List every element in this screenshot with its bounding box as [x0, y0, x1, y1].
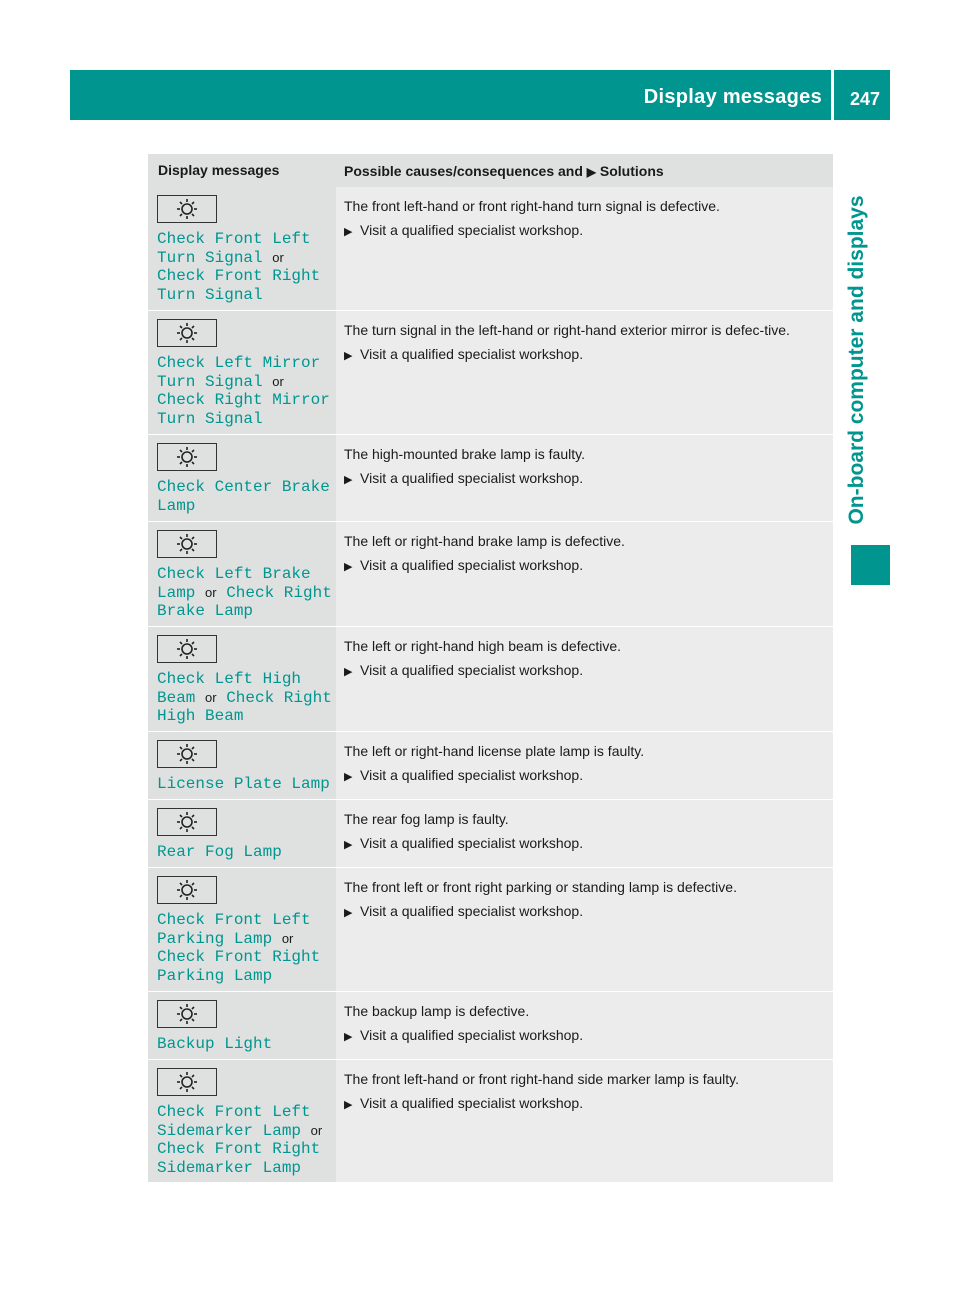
or-separator: or: [272, 373, 284, 389]
solution-step: [344, 1094, 825, 1114]
message-line: Backup Light: [157, 1035, 273, 1053]
header-divider: [831, 70, 834, 120]
or-separator: or: [281, 930, 294, 946]
side-tab-marker: [851, 545, 890, 585]
message-line: Turn Signal: [157, 372, 263, 391]
lamp-icon: [157, 1068, 217, 1096]
display-message-text: [157, 230, 332, 304]
display-message-text: [157, 775, 332, 794]
display-message-cell: [148, 992, 336, 1059]
display-message-text: [157, 565, 332, 621]
solution-text: Visit a qualified specialist workshop.: [360, 470, 584, 486]
column-header-causes: [336, 154, 833, 187]
cause-solution-cell: [336, 800, 833, 867]
message-line: Turn Signal: [157, 409, 263, 428]
solution-step: [344, 902, 825, 922]
side-section-label-text: On-board computer and displays: [845, 195, 868, 525]
display-message-cell: [148, 522, 336, 626]
cause-solution-cell: [336, 522, 833, 626]
message-line: Check Front Right: [157, 267, 321, 286]
solution-step: [344, 766, 825, 786]
message-line: Check Front Left: [157, 230, 311, 248]
cause-text: The front left or front right parking or standing lamp is defective.: [344, 879, 737, 895]
message-line: Sidemarker Lamp: [157, 1121, 302, 1140]
cause-solution-cell: [336, 1060, 833, 1182]
cause-solution-cell: [336, 992, 833, 1059]
arrow-right-icon: ▶: [344, 666, 353, 678]
solution-step: [344, 221, 825, 241]
page-title: Display messages: [643, 86, 822, 108]
lamp-icon: [157, 876, 217, 904]
message-line: Check Front Left: [157, 911, 311, 929]
cause-text: The front left-hand or front right-hand turn signal is defective.: [344, 198, 720, 214]
display-message-text: [157, 478, 332, 515]
solution-text: Visit a qualified specialist workshop.: [360, 346, 584, 362]
message-line: Turn Signal: [157, 285, 263, 304]
table-row: [148, 868, 833, 992]
message-line: Check Front Right: [157, 1140, 321, 1159]
solution-text: Visit a qualified specialist workshop.: [360, 662, 584, 678]
solution-text: Visit a qualified specialist workshop.: [360, 903, 584, 919]
message-line: Sidemarker Lamp: [157, 1158, 302, 1177]
arrow-right-icon: ▶: [344, 1031, 353, 1043]
message-line: Check Left High: [157, 670, 302, 688]
display-message-text: [157, 1103, 332, 1177]
solution-step: [344, 556, 825, 576]
message-line: Check Right: [226, 688, 332, 707]
message-line: Lamp: [157, 496, 196, 515]
arrow-right-icon: ▶: [344, 839, 353, 851]
solution-step: [344, 469, 825, 489]
header-bar: [70, 70, 890, 120]
display-message-cell: [148, 435, 336, 521]
arrow-right-icon: ▶: [344, 771, 353, 783]
display-messages-table: [148, 154, 833, 1183]
message-line: Lamp: [157, 583, 196, 602]
arrow-right-icon: ▶: [344, 907, 353, 919]
arrow-right-icon: ▶: [344, 226, 353, 238]
table-row: [148, 522, 833, 627]
side-section-label: [842, 170, 872, 550]
display-message-text: [157, 670, 332, 726]
cause-text: The left or right-hand brake lamp is defective.: [344, 533, 625, 549]
message-line: Parking Lamp: [157, 966, 273, 985]
message-line: License Plate Lamp: [157, 775, 330, 793]
solution-step: [344, 834, 825, 854]
solution-text: Visit a qualified specialist workshop.: [360, 767, 584, 783]
arrow-right-icon: ▶: [344, 474, 353, 486]
message-line: Check Left Brake: [157, 565, 311, 583]
column-header-causes-suffix: Solutions: [599, 163, 664, 179]
solution-step: [344, 1026, 825, 1046]
display-message-cell: [148, 800, 336, 867]
lamp-icon: [157, 443, 217, 471]
arrow-right-icon: ▶: [344, 1099, 353, 1111]
solution-text: Visit a qualified specialist workshop.: [360, 1027, 584, 1043]
cause-text: The left or right-hand license plate lamp is faulty.: [344, 743, 645, 759]
cause-text: The front left-hand or front right-hand side marker lamp is faulty.: [344, 1071, 740, 1087]
message-line: Check Front Left: [157, 1103, 311, 1121]
solution-text: Visit a qualified specialist workshop.: [360, 557, 584, 573]
cause-solution-cell: [336, 435, 833, 521]
arrow-right-icon: ▶: [586, 165, 597, 179]
lamp-icon: [157, 808, 217, 836]
table-row: [148, 992, 833, 1060]
arrow-right-icon: ▶: [344, 350, 353, 362]
table-row: [148, 187, 833, 311]
solution-text: Visit a qualified specialist workshop.: [360, 222, 584, 238]
or-separator: or: [205, 689, 217, 705]
table-body: [148, 187, 833, 1183]
solution-step: [344, 345, 825, 365]
table-row: [148, 1060, 833, 1183]
table-row: [148, 627, 833, 732]
cause-solution-cell: [336, 732, 833, 799]
message-line: Check Center Brake: [157, 478, 330, 496]
display-message-text: [157, 354, 332, 428]
display-message-cell: [148, 311, 336, 434]
message-line: Check Left Mirror: [157, 354, 321, 372]
display-message-cell: [148, 187, 336, 310]
lamp-icon: [157, 530, 217, 558]
table-header: [148, 154, 833, 187]
table-row: [148, 311, 833, 435]
lamp-icon: [157, 195, 217, 223]
or-separator: or: [272, 249, 284, 265]
table-row: [148, 732, 833, 800]
table-row: [148, 435, 833, 522]
message-line: Check Right Mirror: [157, 391, 330, 410]
cause-text: The rear fog lamp is faulty.: [344, 811, 509, 827]
cause-solution-cell: [336, 311, 833, 434]
cause-solution-cell: [336, 627, 833, 731]
display-message-text: [157, 1035, 332, 1054]
column-header-causes-prefix: Possible causes/consequences and: [344, 163, 583, 179]
solution-text: Visit a qualified specialist workshop.: [360, 1095, 584, 1111]
display-message-text: [157, 911, 332, 985]
page-number: 247: [849, 89, 880, 109]
cause-text: The backup lamp is defective.: [344, 1003, 530, 1019]
lamp-icon: [157, 1000, 217, 1028]
display-message-cell: [148, 732, 336, 799]
message-line: Check Right: [226, 583, 332, 602]
solution-text: Visit a qualified specialist workshop.: [360, 835, 584, 851]
column-header-messages: Display messages: [158, 162, 280, 178]
lamp-icon: [157, 635, 217, 663]
message-line: Parking Lamp: [157, 929, 273, 948]
arrow-right-icon: ▶: [344, 561, 353, 573]
message-line: Check Front Right: [157, 948, 321, 967]
display-message-text: [157, 843, 332, 862]
message-line: High Beam: [157, 707, 244, 726]
table-row: [148, 800, 833, 868]
message-line: Brake Lamp: [157, 602, 254, 621]
message-line: Turn Signal: [157, 248, 263, 267]
display-message-cell: [148, 627, 336, 731]
or-separator: or: [310, 1122, 323, 1138]
cause-solution-cell: [336, 187, 833, 310]
display-message-cell: [148, 868, 336, 991]
display-message-cell: [148, 1060, 336, 1182]
cause-solution-cell: [336, 868, 833, 991]
cause-text: The turn signal in the left-hand or right-hand exterior mirror is defec-tive.: [344, 322, 790, 338]
solution-step: [344, 661, 825, 681]
cause-text: The high-mounted brake lamp is faulty.: [344, 446, 585, 462]
lamp-icon: [157, 740, 217, 768]
lamp-icon: [157, 319, 217, 347]
or-separator: or: [205, 584, 217, 600]
cause-text: The left or right-hand high beam is defective.: [344, 638, 622, 654]
message-line: Rear Fog Lamp: [157, 843, 282, 861]
message-line: Beam: [157, 688, 196, 707]
